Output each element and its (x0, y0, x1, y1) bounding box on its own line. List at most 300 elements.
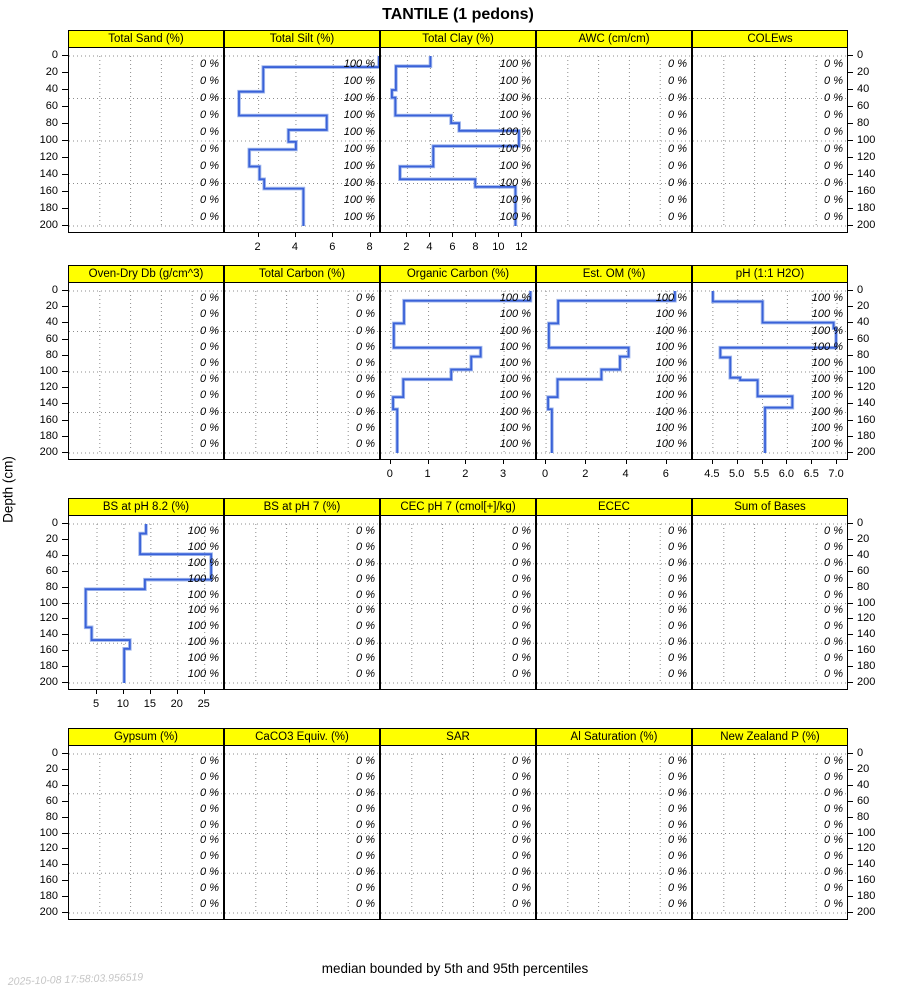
strip-new-zealand-p: New Zealand P (%) (692, 728, 848, 746)
depth-tick (847, 140, 853, 141)
page-title: TANTILE (1 pedons) (382, 6, 534, 23)
pct-label: 0 % (200, 389, 219, 402)
x-tick-label: 6 (662, 468, 669, 480)
pct-label: 0 % (668, 556, 687, 569)
depth-tick (847, 420, 853, 421)
depth-tick-label: 180 (857, 429, 876, 442)
x-tick-label: 2 (403, 241, 410, 253)
depth-tick-label: 120 (857, 151, 876, 163)
depth-tick (847, 555, 853, 556)
depth-tick (62, 157, 68, 158)
x-tick (666, 459, 667, 464)
panel-r1c2-total-silt (224, 47, 380, 233)
strip-cec-ph-7-cmol-kg: CEC pH 7 (cmol[+]/kg) (380, 498, 536, 516)
pct-label: 100 % (187, 572, 219, 585)
depth-tick-label: 60 (45, 332, 58, 345)
pct-label: 0 % (824, 74, 843, 87)
depth-tick-label: 100 (857, 134, 876, 146)
pct-label: 0 % (356, 786, 375, 799)
pct-label: 0 % (668, 636, 687, 649)
depth-tick-label: 160 (857, 874, 876, 887)
pct-label: 0 % (200, 74, 219, 87)
pct-label: 100 % (499, 108, 531, 121)
depth-tick-label: 80 (857, 117, 870, 129)
depth-tick-label: 120 (39, 151, 58, 163)
depth-tick-label: 40 (857, 548, 870, 561)
pct-label: 0 % (668, 668, 687, 681)
pct-label: 100 % (343, 125, 375, 138)
pct-label: 100 % (811, 373, 843, 386)
x-tick-label: 12 (515, 241, 528, 253)
depth-tick-label: 40 (45, 778, 58, 791)
panel-r3c3-cec-ph-7-cmol-kg (380, 515, 536, 690)
pct-label: 0 % (200, 324, 219, 337)
panel-r2c2-total-carbon (224, 282, 380, 460)
depth-tick (62, 880, 68, 881)
depth-tick-label: 20 (857, 66, 870, 78)
depth-tick (62, 123, 68, 124)
pct-label: 100 % (499, 421, 531, 434)
depth-tick-label: 80 (45, 580, 58, 593)
depth-tick-label: 100 (857, 826, 876, 839)
pct-label: 0 % (356, 437, 375, 450)
x-tick-label: 1 (424, 468, 431, 480)
pct-label: 0 % (824, 524, 843, 537)
panel-r3c5-sum-of-bases (692, 515, 848, 690)
depth-tick-label: 20 (857, 762, 870, 775)
depth-tick-label: 80 (45, 810, 58, 823)
strip-total-carbon: Total Carbon (%) (224, 265, 380, 283)
x-tick (295, 232, 296, 237)
strip-bs-at-ph-7: BS at pH 7 (%) (224, 498, 380, 516)
pct-label: 0 % (668, 540, 687, 553)
x-tick-label: 15 (143, 698, 156, 710)
depth-tick (847, 55, 853, 56)
x-tick-label: 2 (582, 468, 589, 480)
strip-colews: COLEws (692, 30, 848, 48)
depth-tick-label: 160 (39, 413, 58, 426)
depth-tick-label: 180 (39, 429, 58, 442)
pct-label: 100 % (499, 373, 531, 386)
depth-tick (62, 753, 68, 754)
depth-tick (847, 587, 853, 588)
depth-tick-label: 0 (857, 49, 864, 61)
depth-tick-label: 60 (45, 794, 58, 807)
panel-r1c3-total-clay (380, 47, 536, 233)
pct-label: 0 % (200, 882, 219, 895)
depth-tick (62, 634, 68, 635)
x-tick (452, 232, 453, 237)
pct-label: 0 % (668, 125, 687, 138)
pct-label: 0 % (512, 652, 531, 665)
pct-label: 0 % (824, 556, 843, 569)
pct-label: 100 % (499, 389, 531, 402)
x-tick (150, 689, 151, 694)
figure-caption: median bounded by 5th and 95th percentiles (321, 961, 589, 976)
pct-label: 0 % (200, 193, 219, 206)
strip-gypsum: Gypsum (%) (68, 728, 224, 746)
depth-tick (847, 157, 853, 158)
pct-label: 0 % (512, 620, 531, 633)
pct-label: 0 % (512, 524, 531, 537)
pct-label: 0 % (668, 142, 687, 155)
depth-tick-label: 20 (857, 300, 870, 313)
panel-r4c3-sar (380, 745, 536, 920)
pct-label: 0 % (200, 340, 219, 353)
depth-tick (847, 452, 853, 453)
depth-tick (847, 436, 853, 437)
strip-total-sand: Total Sand (%) (68, 30, 224, 48)
depth-tick (847, 880, 853, 881)
depth-tick-label: 20 (45, 300, 58, 313)
depth-tick (62, 174, 68, 175)
depth-tick (62, 106, 68, 107)
depth-tick (847, 912, 853, 913)
depth-tick (62, 817, 68, 818)
pct-label: 0 % (356, 421, 375, 434)
pct-label: 100 % (187, 620, 219, 633)
pct-label: 100 % (499, 292, 531, 305)
strip-bs-at-ph-8-2: BS at pH 8.2 (%) (68, 498, 224, 516)
pct-label: 0 % (512, 604, 531, 617)
pct-label: 0 % (668, 588, 687, 601)
pct-label: 0 % (356, 292, 375, 305)
x-tick (370, 232, 371, 237)
pct-label: 100 % (499, 340, 531, 353)
depth-tick (62, 403, 68, 404)
pct-label: 0 % (824, 572, 843, 585)
depth-tick-label: 80 (45, 117, 58, 129)
pct-label: 0 % (200, 421, 219, 434)
depth-tick-label: 140 (857, 858, 876, 871)
pct-label: 0 % (824, 91, 843, 104)
depth-tick-label: 180 (39, 890, 58, 903)
pct-label: 0 % (356, 850, 375, 863)
depth-tick-label: 120 (857, 842, 876, 855)
depth-tick (62, 89, 68, 90)
x-tick (428, 459, 429, 464)
depth-tick-label: 180 (857, 660, 876, 673)
depth-tick (847, 290, 853, 291)
panel-r3c4-ecec (536, 515, 692, 690)
pct-label: 100 % (343, 176, 375, 189)
x-tick-label: 5.0 (729, 468, 745, 480)
depth-tick-label: 100 (39, 365, 58, 377)
pct-label: 100 % (655, 292, 687, 305)
pct-label: 0 % (668, 882, 687, 895)
x-tick (96, 689, 97, 694)
pct-label: 0 % (824, 142, 843, 155)
x-tick-label: 25 (197, 698, 210, 710)
depth-tick-label: 60 (45, 564, 58, 577)
x-tick (332, 232, 333, 237)
strip-oven-dry-db-g-cm-3: Oven-Dry Db (g/cm^3) (68, 265, 224, 283)
depth-tick (62, 785, 68, 786)
x-tick (712, 459, 713, 464)
depth-tick (847, 322, 853, 323)
depth-tick (62, 523, 68, 524)
depth-tick-label: 160 (857, 185, 876, 197)
x-tick (204, 689, 205, 694)
pct-label: 0 % (356, 524, 375, 537)
pct-label: 0 % (668, 91, 687, 104)
x-tick-label: 5 (92, 698, 100, 710)
pct-label: 0 % (356, 620, 375, 633)
depth-tick-label: 0 (51, 517, 58, 529)
depth-tick-label: 0 (51, 747, 58, 759)
pct-label: 0 % (356, 308, 375, 321)
pct-label: 100 % (187, 588, 219, 601)
pct-label: 100 % (187, 652, 219, 665)
depth-tick-label: 20 (45, 762, 58, 775)
x-tick (406, 232, 407, 237)
depth-tick (62, 603, 68, 604)
depth-tick-label: 80 (857, 810, 870, 823)
depth-tick (847, 650, 853, 651)
pct-label: 100 % (499, 210, 531, 223)
pct-label: 100 % (343, 210, 375, 223)
pct-label: 0 % (356, 668, 375, 681)
depth-tick (847, 89, 853, 90)
depth-tick-label: 100 (39, 826, 58, 839)
x-tick-label: 0 (541, 468, 549, 480)
pct-label: 0 % (668, 572, 687, 585)
strip-ph-1-1-h2o: pH (1:1 H2O) (692, 265, 848, 283)
pct-label: 100 % (343, 74, 375, 87)
depth-tick (62, 339, 68, 340)
pct-label: 0 % (512, 540, 531, 553)
x-tick-label: 4 (426, 241, 433, 253)
pct-label: 0 % (512, 572, 531, 585)
pct-label: 0 % (200, 159, 219, 172)
panel-r3c2-bs-at-ph-7 (224, 515, 380, 690)
pct-label: 100 % (655, 389, 687, 402)
pct-label: 0 % (512, 636, 531, 649)
pct-label: 100 % (187, 524, 219, 537)
pct-label: 0 % (824, 754, 843, 767)
depth-tick (847, 666, 853, 667)
pct-label: 0 % (824, 668, 843, 681)
pct-label: 0 % (356, 866, 375, 879)
pct-label: 0 % (668, 834, 687, 847)
pct-label: 100 % (499, 74, 531, 87)
depth-tick-label: 120 (857, 612, 876, 625)
depth-tick (62, 306, 68, 307)
x-tick (585, 459, 586, 464)
depth-tick-label: 160 (857, 644, 876, 657)
pct-label: 0 % (356, 834, 375, 847)
panel-r1c1-total-sand (68, 47, 224, 233)
depth-tick (847, 785, 853, 786)
panel-r4c1-gypsum (68, 745, 224, 920)
pct-label: 0 % (356, 389, 375, 402)
depth-tick-label: 40 (857, 83, 870, 95)
pct-label: 0 % (824, 898, 843, 911)
pct-label: 100 % (655, 421, 687, 434)
pct-label: 0 % (200, 373, 219, 386)
pct-label: 100 % (811, 340, 843, 353)
depth-tick-label: 160 (39, 644, 58, 657)
pct-label: 0 % (824, 210, 843, 223)
pct-label: 100 % (499, 405, 531, 418)
depth-tick-label: 60 (45, 100, 58, 112)
panel-r2c1-oven-dry-db-g-cm-3 (68, 282, 224, 460)
pct-label: 100 % (343, 108, 375, 121)
x-tick-label: 5.5 (753, 468, 770, 480)
pct-label: 0 % (668, 524, 687, 537)
depth-tick (62, 420, 68, 421)
depth-tick (847, 769, 853, 770)
depth-tick (62, 618, 68, 619)
pct-label: 0 % (200, 292, 219, 305)
strip-caco3-equiv: CaCO3 Equiv. (%) (224, 728, 380, 746)
x-tick-label: 7.0 (828, 468, 844, 480)
x-tick (123, 689, 124, 694)
x-tick (475, 232, 476, 237)
pct-label: 100 % (811, 324, 843, 337)
pct-label: 100 % (499, 176, 531, 189)
pct-label: 0 % (668, 620, 687, 633)
pct-label: 0 % (668, 193, 687, 206)
pct-label: 100 % (343, 159, 375, 172)
pct-label: 0 % (356, 572, 375, 585)
pct-label: 0 % (824, 588, 843, 601)
x-tick (737, 459, 738, 464)
depth-tick (847, 106, 853, 107)
pct-label: 100 % (499, 324, 531, 337)
pct-label: 0 % (668, 754, 687, 767)
depth-tick-label: 120 (39, 381, 58, 394)
pct-label: 0 % (668, 786, 687, 799)
pct-label: 0 % (200, 108, 219, 121)
pct-label: 100 % (499, 159, 531, 172)
pct-label: 0 % (356, 405, 375, 418)
depth-tick (62, 801, 68, 802)
pct-label: 0 % (824, 802, 843, 815)
pct-label: 100 % (655, 373, 687, 386)
pct-label: 0 % (512, 786, 531, 799)
panel-r1c5-colews (692, 47, 848, 233)
pct-label: 100 % (655, 340, 687, 353)
x-tick (390, 459, 391, 464)
x-tick (762, 459, 763, 464)
x-tick (836, 459, 837, 464)
depth-tick (847, 817, 853, 818)
depth-tick (62, 539, 68, 540)
depth-tick (847, 539, 853, 540)
depth-tick-label: 0 (857, 517, 864, 529)
depth-tick (62, 208, 68, 209)
x-tick (811, 459, 812, 464)
pct-label: 0 % (824, 834, 843, 847)
panel-r2c5-ph-1-1-h2o (692, 282, 848, 460)
pct-label: 100 % (343, 142, 375, 155)
pct-label: 0 % (512, 754, 531, 767)
depth-tick-label: 100 (857, 365, 876, 377)
pct-label: 0 % (668, 652, 687, 665)
depth-tick-label: 140 (39, 858, 58, 871)
pct-label: 100 % (343, 57, 375, 70)
depth-tick-label: 20 (857, 532, 870, 545)
depth-tick (62, 864, 68, 865)
pct-label: 0 % (200, 405, 219, 418)
depth-tick-label: 20 (45, 532, 58, 545)
pct-label: 0 % (824, 866, 843, 879)
pct-label: 100 % (811, 389, 843, 402)
pct-label: 100 % (811, 308, 843, 321)
pct-label: 0 % (200, 125, 219, 138)
pct-label: 0 % (356, 373, 375, 386)
pct-label: 0 % (356, 818, 375, 831)
pct-label: 100 % (655, 324, 687, 337)
x-tick-label: 4.5 (704, 468, 720, 480)
x-tick (498, 232, 499, 237)
pct-label: 0 % (200, 210, 219, 223)
pct-label: 100 % (811, 437, 843, 450)
pct-label: 100 % (811, 421, 843, 434)
depth-tick-label: 0 (857, 284, 864, 296)
pct-label: 0 % (356, 802, 375, 815)
depth-tick (847, 833, 853, 834)
pct-label: 0 % (512, 668, 531, 681)
depth-tick (847, 571, 853, 572)
x-tick-label: 2 (462, 468, 469, 480)
depth-tick-label: 160 (39, 185, 58, 197)
x-tick (429, 232, 430, 237)
depth-tick (847, 387, 853, 388)
depth-tick-label: 120 (857, 381, 876, 394)
depth-tick-label: 180 (857, 890, 876, 903)
pct-label: 100 % (499, 193, 531, 206)
depth-tick-label: 60 (857, 794, 870, 807)
strip-sar: SAR (380, 728, 536, 746)
depth-tick-label: 200 (39, 219, 58, 231)
x-tick (786, 459, 787, 464)
pct-label: 0 % (200, 142, 219, 155)
depth-tick (62, 555, 68, 556)
depth-tick (847, 403, 853, 404)
pct-label: 100 % (499, 91, 531, 104)
pct-label: 0 % (824, 850, 843, 863)
depth-tick (847, 523, 853, 524)
pct-label: 100 % (187, 556, 219, 569)
depth-tick (62, 587, 68, 588)
pct-label: 100 % (499, 125, 531, 138)
pct-label: 0 % (668, 802, 687, 815)
x-tick-label: 6.5 (803, 468, 819, 480)
pct-label: 0 % (200, 754, 219, 767)
pct-label: 0 % (668, 108, 687, 121)
pct-label: 0 % (356, 540, 375, 553)
pct-label: 0 % (824, 770, 843, 783)
depth-tick (62, 290, 68, 291)
depth-tick-label: 140 (857, 168, 876, 180)
pct-label: 0 % (200, 866, 219, 879)
depth-tick-label: 140 (39, 628, 58, 641)
depth-tick-label: 180 (857, 202, 876, 214)
depth-tick-label: 200 (857, 446, 876, 458)
depth-tick (847, 339, 853, 340)
depth-tick-label: 80 (857, 348, 870, 361)
x-tick (521, 232, 522, 237)
pct-label: 0 % (668, 74, 687, 87)
pct-label: 0 % (200, 437, 219, 450)
pct-label: 0 % (512, 898, 531, 911)
pct-label: 100 % (499, 437, 531, 450)
depth-tick (847, 225, 853, 226)
depth-tick (62, 387, 68, 388)
strip-est-om: Est. OM (%) (536, 265, 692, 283)
